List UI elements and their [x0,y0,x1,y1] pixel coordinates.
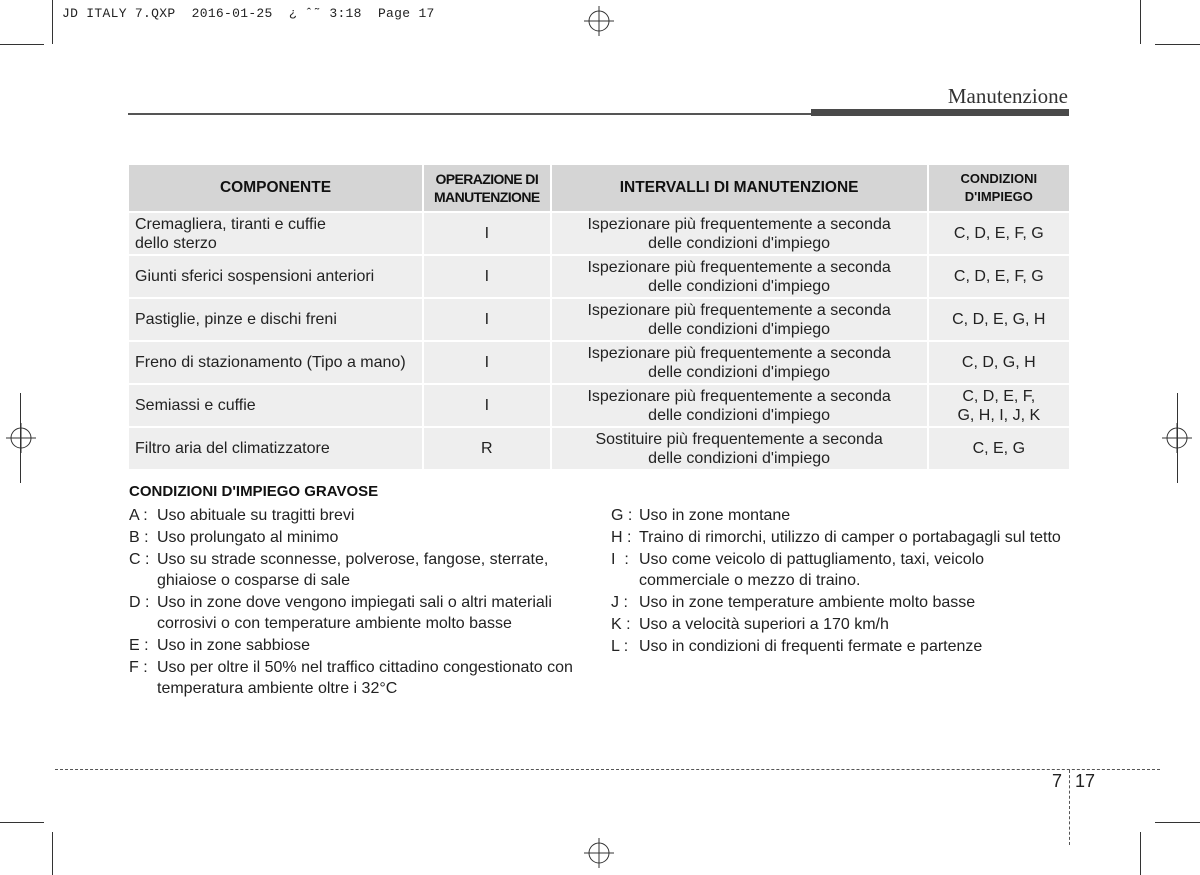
list-item [129,657,579,699]
note-text: Traino di rimorchi, utilizzo di camper o portabagagli sul tetto [639,529,1061,546]
header-operation-line1: OPERAZIONE DI [435,171,539,187]
cell-interval [552,342,927,383]
note-text: Uso in zone montane [639,507,791,524]
cell-operation: R [424,428,550,469]
note-text: Uso in condizioni di frequenti fermate e partenze [639,638,983,655]
cell-conditions-line2: G, H, I, J, K [957,406,1041,424]
note-key: E : [129,637,149,654]
footer-page-divider [1069,770,1070,845]
note-text: Uso abituale su tragitti brevi [157,507,355,524]
cell-interval-line1: Ispezionare più frequentemente a seconda [587,258,891,276]
page-number: 17 [1075,771,1096,791]
note-text: Uso in zone dove vengono impiegati sali o altri materiali corrosivi o con temperature ambiente molto basse [157,594,552,632]
cell-interval-line1: Ispezionare più frequentemente a seconda [587,387,891,405]
cell-conditions: C, D, G, H [929,342,1069,383]
cell-component: Semiassi e cuffie [129,385,422,426]
note-text: Uso prolungato al minimo [157,529,339,546]
note-key: C : [129,551,150,568]
footer-dashed-rule [55,769,1160,770]
cell-interval-line2: delle condizioni d'impiego [648,320,831,338]
note-key: L : [611,638,629,655]
cell-operation: I [424,213,550,254]
list-item [611,592,1071,613]
list-item [129,527,579,548]
table-row [129,428,1069,469]
note-key: G : [611,507,633,524]
header-conditions-line2: D'IMPIEGO [964,189,1033,204]
table-header-row [129,165,1069,211]
header-rule-accent [811,109,1069,116]
cell-operation: I [424,256,550,297]
list-item [129,592,579,634]
header-operation-line2: MANUTENZIONE [434,189,540,205]
note-text: Uso per oltre il 50% nel traffico cittadino congestionato con temperatura ambiente oltre i 32°C [157,659,573,697]
table-row [129,256,1069,297]
cell-component-line1: Cremagliera, tiranti e cuffie [135,215,326,233]
note-text: Uso in zone temperature ambiente molto basse [639,594,976,611]
cell-conditions: C, D, E, F, G [929,256,1069,297]
cell-interval-line1: Ispezionare più frequentemente a seconda [587,301,891,319]
cell-interval-line2: delle condizioni d'impiego [648,449,831,467]
note-key: A : [129,507,148,524]
list-item [611,614,1071,635]
note-key: D : [129,594,150,611]
note-key: J : [611,594,628,611]
section-title: Manutenzione [947,84,1068,108]
cell-interval [552,213,927,254]
cell-interval-line2: delle condizioni d'impiego [648,277,831,295]
list-item [129,635,579,656]
note-key: I : [611,551,629,568]
note-text: Uso a velocità superiori a 170 km/h [639,616,889,633]
cell-interval-line1: Sostituire più frequentemente a seconda [595,430,883,448]
print-slug-line: JD ITALY 7.QXP 2016-01-25 ¿ ˆ˜ 3:18 Page 17 [62,6,435,21]
note-text: Uso come veicolo di pattugliamento, taxi, veicolo commerciale o mezzo di traino. [639,551,985,589]
registration-mark-top [584,6,614,36]
notes-list-left [129,505,579,700]
cell-interval-line1: Ispezionare più frequentemente a seconda [587,344,891,362]
header-operation [424,165,550,211]
table-row [129,299,1069,340]
notes-list-right [611,505,1071,658]
cell-operation: I [424,299,550,340]
header-component: COMPONENTE [129,165,422,211]
registration-tick [20,393,21,483]
cell-component: Freno di stazionamento (Tipo a mano) [129,342,422,383]
cell-interval-line2: delle condizioni d'impiego [648,234,831,252]
registration-tick [1177,393,1178,483]
notes-heading: CONDIZIONI D'IMPIEGO GRAVOSE [129,483,379,500]
cell-interval-line2: delle condizioni d'impiego [648,363,831,381]
header-rule [128,113,811,115]
header-conditions-line1: CONDIZIONI [960,171,1038,186]
cell-conditions: C, D, E, G, H [929,299,1069,340]
maintenance-table [127,163,1071,471]
registration-mark-bottom [584,838,614,868]
table-row [129,213,1069,254]
list-item [611,549,1071,591]
cell-operation: I [424,385,550,426]
list-item [611,636,1071,657]
table-row [129,342,1069,383]
note-key: F : [129,659,148,676]
chapter-number: 7 [1052,771,1063,791]
note-key: H : [611,529,632,546]
note-text: Uso su strade sconnesse, polverose, fangose, sterrate, ghiaiose o cosparse di sale [157,551,549,589]
cell-conditions: C, E, G [929,428,1069,469]
registration-mark-left [6,423,36,453]
cell-conditions: C, D, E, F, G [929,213,1069,254]
note-key: B : [129,529,149,546]
cell-interval [552,385,927,426]
list-item [129,505,579,526]
cell-component [129,213,422,254]
cell-interval-line2: delle condizioni d'impiego [648,406,831,424]
note-key: K : [611,616,631,633]
cell-interval [552,428,927,469]
list-item [611,527,1071,548]
cell-operation: I [424,342,550,383]
header-conditions [929,165,1069,211]
list-item [129,549,579,591]
cell-conditions [929,385,1069,426]
header-intervals: INTERVALLI DI MANUTENZIONE [552,165,927,211]
cell-component: Filtro aria del climatizzatore [129,428,422,469]
cell-conditions-line1: C, D, E, F, [962,387,1036,405]
cell-interval [552,256,927,297]
cell-component: Giunti sferici sospensioni anteriori [129,256,422,297]
cell-interval-line1: Ispezionare più frequentemente a seconda [587,215,891,233]
cell-component-line2: dello sterzo [135,234,217,252]
list-item [611,505,1071,526]
note-text: Uso in zone sabbiose [157,637,310,654]
cell-component: Pastiglie, pinze e dischi freni [129,299,422,340]
cell-interval [552,299,927,340]
table-row [129,385,1069,426]
